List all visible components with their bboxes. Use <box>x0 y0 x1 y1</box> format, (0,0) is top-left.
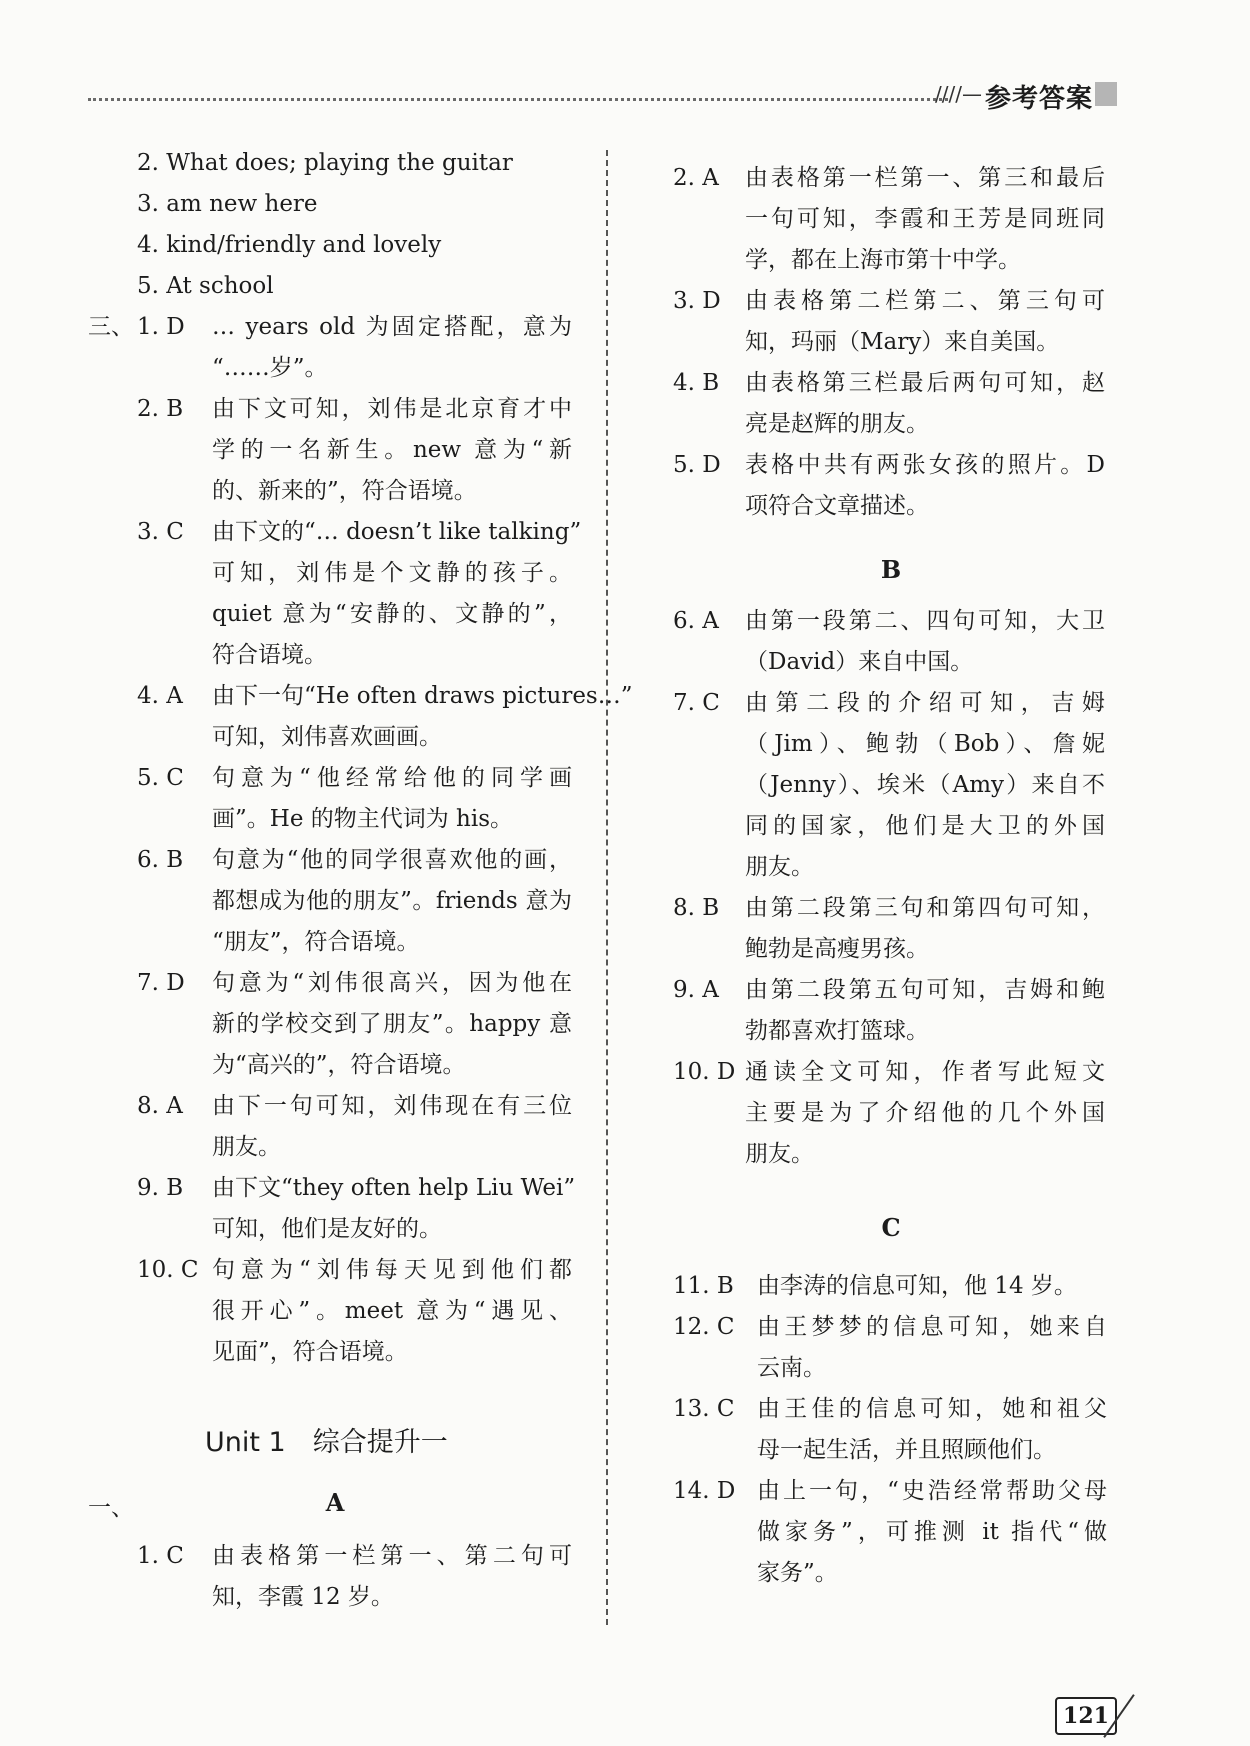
column-divider <box>606 150 608 1625</box>
header-slashes: ////— <box>935 82 982 106</box>
answer-explanation-line: 项符合文章描述。 <box>745 493 929 519</box>
answer-number: 1. D <box>137 314 185 340</box>
answer-explanation-line: 朋友。 <box>745 854 814 880</box>
answer-explanation-line: 主要是为了介绍他的几个外国 <box>745 1100 1105 1126</box>
answer-number: 14. D <box>673 1478 736 1504</box>
part-heading-a: A <box>325 1488 345 1517</box>
answer-explanation-line: 由李涛的信息可知，他 14 岁。 <box>757 1273 1077 1299</box>
answer-explanation-line: 句意为“他经常给他的同学画 <box>212 765 572 791</box>
answer-explanation-line: 云南。 <box>757 1355 826 1381</box>
answer-explanation-line: 由上一句，“史浩经常帮助父母 <box>757 1478 1107 1504</box>
answer-explanation-line: 表格中共有两张女孩的照片。D <box>745 452 1105 478</box>
answer-explanation-line: 由下文的“… doesn’t like talking” <box>212 519 582 545</box>
fill-answer-line: 2. What does; playing the guitar <box>137 150 513 176</box>
answer-number: 10. C <box>137 1257 199 1283</box>
answer-number: 13. C <box>673 1396 735 1422</box>
answer-explanation-line: quiet 意为“安静的、文静的”， <box>212 601 572 627</box>
answer-explanation-line: 由第二段第三句和第四句可知， <box>745 895 1105 921</box>
answer-explanation-line: 见面”，符合语境。 <box>212 1339 408 1365</box>
answer-explanation-line: 由第二段第五句可知，吉姆和鲍 <box>745 977 1105 1003</box>
answer-explanation-line: 通读全文可知，作者写此短文 <box>745 1059 1105 1085</box>
answer-number: 9. A <box>673 977 719 1003</box>
answer-explanation-line: 学的一名新生。new 意为“新 <box>212 437 572 463</box>
answer-explanation-line: 由第一段第二、四句可知，大卫 <box>745 608 1105 634</box>
answer-explanation-line: 可知，刘伟喜欢画画。 <box>212 724 442 750</box>
answer-explanation-line: 句意为“刘伟每天见到他们都 <box>212 1257 572 1283</box>
header-title: 参考答案 <box>985 84 1094 114</box>
answer-explanation-line: 由表格第三栏最后两句可知，赵 <box>745 370 1105 396</box>
answer-explanation-line: 由下一句可知，刘伟现在有三位 <box>212 1093 572 1119</box>
part-heading-b: B <box>880 555 902 584</box>
answer-explanation-line: 知，玛丽（Mary）来自美国。 <box>745 329 1060 355</box>
part-heading-c: C <box>881 1213 901 1242</box>
answer-explanation-line: 画”。He 的物主代词为 his。 <box>212 806 514 832</box>
answer-explanation-line: 同的国家，他们是大卫的外国 <box>745 813 1105 839</box>
answer-explanation-line: 鲍勃是高瘦男孩。 <box>745 936 929 962</box>
answer-number: 9. B <box>137 1175 184 1201</box>
answer-explanation-line: “朋友”，符合语境。 <box>212 929 420 955</box>
answer-number: 3. C <box>137 519 184 545</box>
answer-number: 7. C <box>673 690 720 716</box>
answer-number: 6. A <box>673 608 719 634</box>
answer-explanation-line: 句意为“刘伟很高兴，因为他在 <box>212 970 572 996</box>
answer-number: 12. C <box>673 1314 735 1340</box>
answer-explanation-line: 为“高兴的”，符合语境。 <box>212 1052 466 1078</box>
answer-explanation-line: 家务”。 <box>757 1560 838 1586</box>
answer-explanation-line: 的、新来的”，符合语境。 <box>212 478 477 504</box>
answer-number: 11. B <box>673 1273 734 1299</box>
answer-explanation-line: 朋友。 <box>745 1141 814 1167</box>
fill-answer-line: 5. At school <box>137 273 274 299</box>
section-marker: 一、 <box>88 1495 134 1521</box>
answer-explanation-line: 可知，他们是友好的。 <box>212 1216 442 1242</box>
answer-explanation-line: 由下文可知，刘伟是北京育才中 <box>212 396 572 422</box>
answer-number: 1. C <box>137 1543 184 1569</box>
answer-explanation-line: 勃都喜欢打篮球。 <box>745 1018 929 1044</box>
answer-explanation-line: 都想成为他的朋友”。friends 意为 <box>212 888 572 914</box>
answer-number: 3. D <box>673 288 721 314</box>
answer-explanation-line: 由表格第二栏第二、第三句可 <box>745 288 1105 314</box>
answer-explanation-line: 句意为“他的同学很喜欢他的画， <box>212 847 572 873</box>
answer-explanation-line: 做家务”，可推测 it 指代“做 <box>757 1519 1107 1545</box>
answer-explanation-line: 新的学校交到了朋友”。happy 意 <box>212 1011 572 1037</box>
answer-explanation-line: 由第二段的介绍可知，吉姆 <box>745 690 1105 716</box>
answer-explanation-line: 学，都在上海市第十中学。 <box>745 247 1021 273</box>
answer-number: 4. A <box>137 683 183 709</box>
answer-number: 2. A <box>673 165 719 191</box>
answer-explanation-line: 亮是赵辉的朋友。 <box>745 411 929 437</box>
answer-explanation-line: … years old 为固定搭配，意为 <box>212 314 572 340</box>
unit-title: Unit 1 综合提升一 <box>205 1427 448 1458</box>
answer-explanation-line: （Jim）、鲍勃（Bob）、詹妮 <box>745 731 1105 757</box>
answer-explanation-line: 母一起生活，并且照顾他们。 <box>757 1437 1056 1463</box>
answer-explanation-line: （David）来自中国。 <box>745 649 974 675</box>
answer-number: 4. B <box>673 370 720 396</box>
answer-explanation-line: 符合语境。 <box>212 642 327 668</box>
answer-explanation-line: “……岁”。 <box>212 355 328 381</box>
answer-explanation-line: 由表格第一栏第一、第二句可 <box>212 1543 572 1569</box>
answer-explanation-line: 由下一句“He often draws pictures…” <box>212 683 633 709</box>
answer-number: 7. D <box>137 970 185 996</box>
answer-explanation-line: 由下文“they often help Liu Wei” <box>212 1175 576 1201</box>
answer-explanation-line: 朋友。 <box>212 1134 281 1160</box>
answer-number: 8. A <box>137 1093 183 1119</box>
fill-answer-line: 4. kind/friendly and lovely <box>137 232 442 258</box>
header-dotted-rule <box>88 98 948 101</box>
header-marker <box>1095 82 1117 106</box>
answer-number: 8. B <box>673 895 720 921</box>
answer-explanation-line: （Jenny）、埃米（Amy）来自不 <box>745 772 1105 798</box>
answer-number: 5. C <box>137 765 184 791</box>
fill-answer-line: 3. am new here <box>137 191 318 217</box>
section-marker: 三、 <box>88 314 134 340</box>
answer-explanation-line: 很开心”。meet 意为“遇见、 <box>212 1298 572 1324</box>
answer-explanation-line: 由王佳的信息可知，她和祖父 <box>757 1396 1107 1422</box>
answer-number: 2. B <box>137 396 184 422</box>
answer-explanation-line: 可知，刘伟是个文静的孩子。 <box>212 560 572 586</box>
answer-number: 10. D <box>673 1059 736 1085</box>
answer-explanation-line: 知，李霞 12 岁。 <box>212 1584 394 1610</box>
page-number: 121 <box>1055 1697 1117 1735</box>
answer-explanation-line: 由表格第一栏第一、第三和最后 <box>745 165 1105 191</box>
answer-explanation-line: 一句可知，李霞和王芳是同班同 <box>745 206 1105 232</box>
answer-number: 6. B <box>137 847 184 873</box>
answer-number: 5. D <box>673 452 721 478</box>
answer-explanation-line: 由王梦梦的信息可知，她来自 <box>757 1314 1107 1340</box>
